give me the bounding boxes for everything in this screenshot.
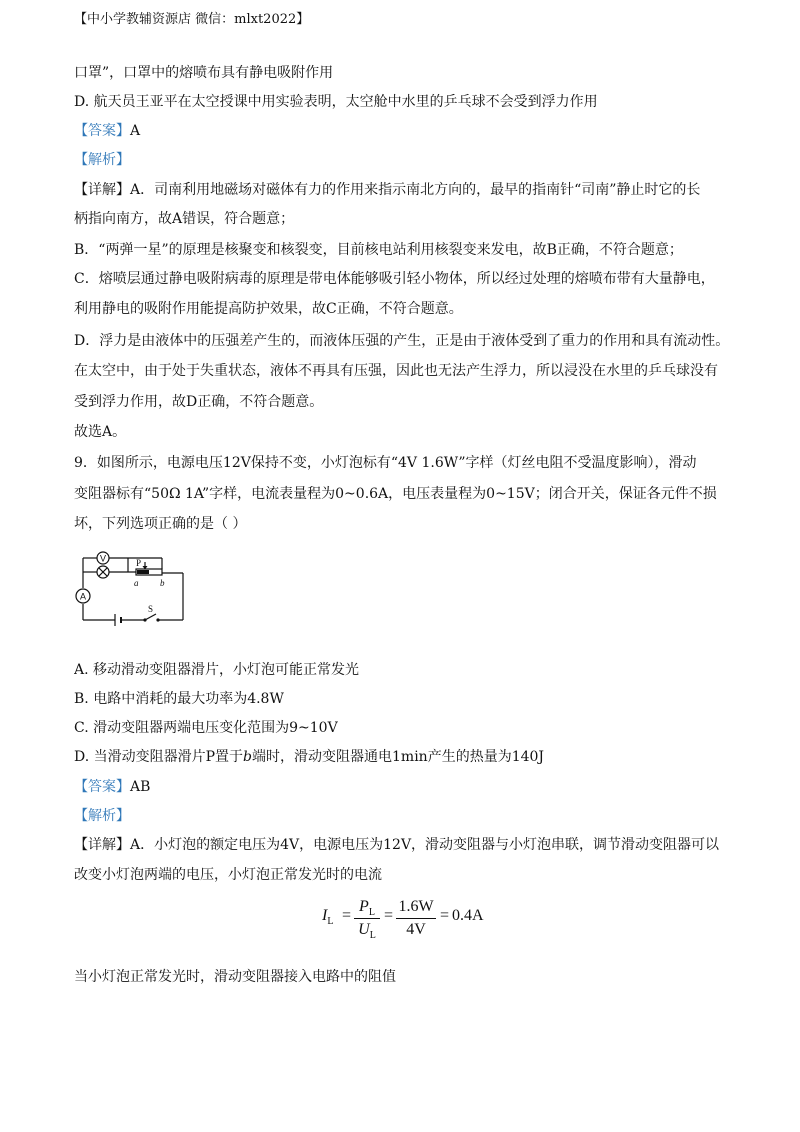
battery-icon xyxy=(115,614,121,626)
analysis-tag: 【解析】 xyxy=(74,152,130,168)
answer-value: A xyxy=(130,123,141,139)
q9-option-b: B. 电路中消耗的最大功率为4.8W xyxy=(74,691,284,707)
q9-detail-line-2: 改变小灯泡两端的电压，小灯泡正常发光时的电流 xyxy=(74,867,382,883)
detail-d-line-2: 在太空中，由于处于失重状态，液体不再具有压强，因此也无法产生浮力，所以浸没在水里的乒乓球没有 xyxy=(74,363,718,379)
q9-stem-line-3: 坏，下列选项正确的是（ ） xyxy=(74,516,247,532)
q9-option-d-suffix: 端时，滑动变阻器通电1min产生的热量为140J xyxy=(252,749,545,765)
q9-answer-tag: 【答案】 xyxy=(74,779,130,795)
q9-stem-line-2: 变阻器标有“50Ω 1A”字样，电流表量程为0~0.6A，电压表量程为0~15V；闭合开关，保证各元件不损 xyxy=(74,486,717,502)
switch-icon xyxy=(143,618,159,621)
current-formula xyxy=(318,895,488,943)
q9-answer-line xyxy=(74,778,746,796)
end-a-label: a xyxy=(134,578,139,588)
detail-a-line-2: 柄指向南方，故A错误，符合题意； xyxy=(74,211,295,227)
detail-a-line-1 xyxy=(74,181,746,199)
voltmeter-label: V xyxy=(99,553,107,564)
q9-stem-line-1: 9．如图所示，电源电压12V保持不变，小灯泡标有“4V 1.6W”字样（灯丝电阻不受温度影响），滑动 xyxy=(74,455,697,471)
detail-a-text: A．司南利用地磁场对磁体有力的作用来指示南北方向的，最早的指南针“司南”静止时它的长 xyxy=(130,182,701,198)
detail-c-line-1: C．熔喷层通过静电吸附病毒的原理是带电体能够吸引轻小物体，所以经过处理的熔喷布带有大量静电， xyxy=(74,271,715,287)
q9-option-a: A. 移动滑动变阻器滑片，小灯泡可能正常发光 xyxy=(74,662,360,678)
q9-option-d-variable: b xyxy=(243,749,253,765)
formula-lhs: $I_L$ xyxy=(322,907,334,928)
detail-c-line-2: 利用静电的吸附作用能提高防护效果，故C正确，不符合题意。 xyxy=(74,301,463,317)
formula-result: 0.4A xyxy=(452,907,484,924)
ammeter-label: A xyxy=(79,591,87,602)
q9-detail-tag: 【详解】 xyxy=(74,837,130,853)
prev-option-d: D. 航天员王亚平在太空授课中用实验表明，太空舱中水里的乒乓球不会受到浮力作用 xyxy=(74,94,598,110)
lamp-icon xyxy=(97,566,109,578)
page-header: 【中小学教辅资源店 微信：mlxt2022】 xyxy=(74,12,310,27)
q9-detail-text: A．小灯泡的额定电压为4V，电源电压为12V，滑动变阻器与小灯泡串联，调节滑动变阻器可以 xyxy=(130,837,720,853)
circuit-diagram xyxy=(70,542,200,630)
q9-option-d-prefix: D. 当滑动变阻器滑片P置于 xyxy=(74,749,244,765)
q9-option-d xyxy=(74,748,746,766)
q9-option-c: C. 滑动变阻器两端电压变化范围为9~10V xyxy=(74,720,338,736)
answer-tag: 【答案】 xyxy=(74,123,130,139)
detail-d-line-3: 受到浮力作用，故D正确，不符合题意。 xyxy=(74,394,324,410)
formula-fraction-numeric: 1.6W 4V xyxy=(396,897,436,940)
q9-answer-value: AB xyxy=(130,779,151,795)
q9-detail-line-1 xyxy=(74,836,746,854)
detail-d-line-1: D．浮力是由液体中的压强差产生的，而液体压强的产生，正是由于液体受到了重力的作用和具有流动性。 xyxy=(74,333,730,349)
prev-answer-line xyxy=(74,122,746,140)
detail-tag: 【详解】 xyxy=(74,182,130,198)
formula-equals-1: = xyxy=(342,907,352,924)
prev-question-continuation: 口罩”，口罩中的熔喷布具有静电吸附作用 xyxy=(74,65,334,81)
formula-equals-2: = xyxy=(384,907,394,924)
q9-detail-line-3: 当小灯泡正常发光时，滑动变阻器接入电路中的阻值 xyxy=(74,969,396,985)
detail-b-line: B．“两弹一星”的原理是核聚变和核裂变，目前核电站利用核裂变来发电，故B正确，不符合题意； xyxy=(74,242,683,258)
prev-conclusion: 故选A。 xyxy=(74,424,127,440)
end-b-label: b xyxy=(160,578,165,588)
slider-label: P xyxy=(136,558,142,568)
q9-analysis-tag: 【解析】 xyxy=(74,808,130,824)
formula-equals-3: = xyxy=(440,907,450,924)
formula-fraction-symbolic: $P_L$ $U_L$ xyxy=(354,897,380,940)
switch-label: S xyxy=(148,604,154,614)
